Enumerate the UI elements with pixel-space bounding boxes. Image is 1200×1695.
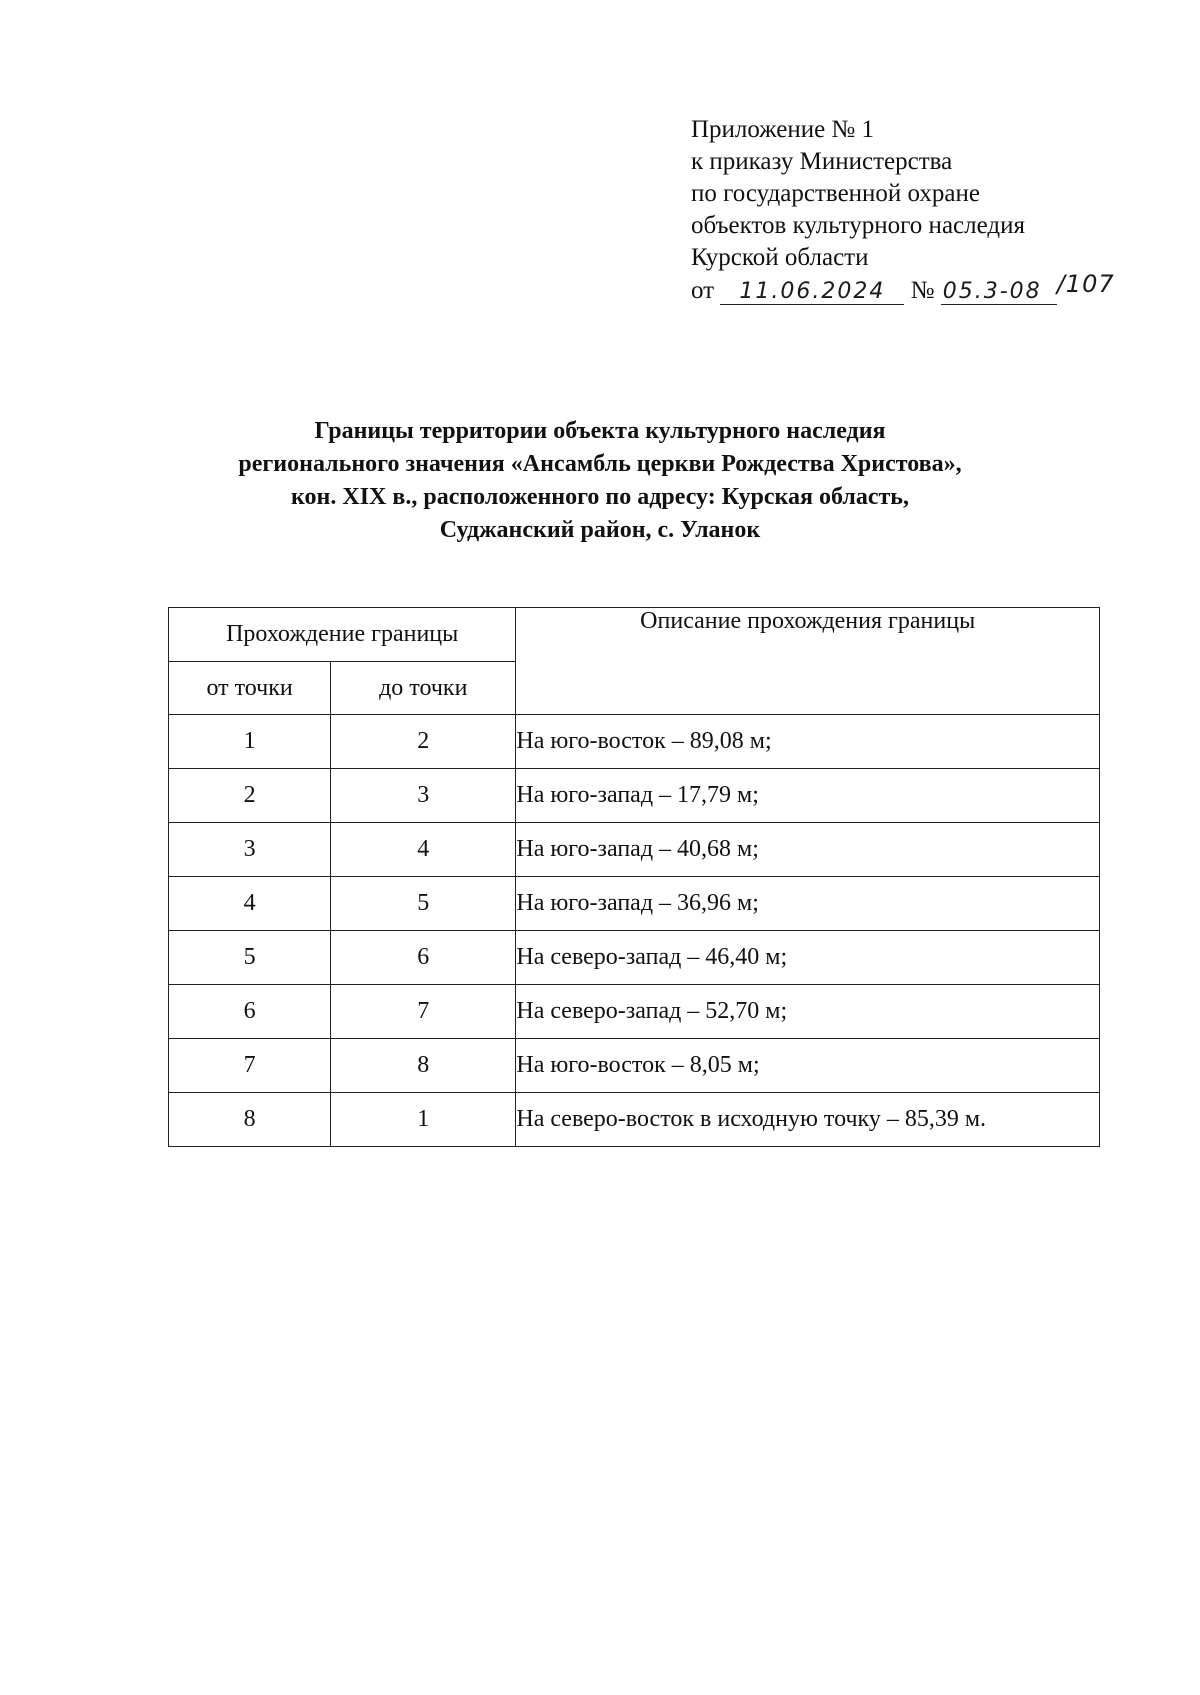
table-row [169, 877, 1100, 931]
document-title [150, 415, 1050, 547]
description-cell: На северо-запад – 52,70 м; [516, 985, 1100, 1039]
appendix-region-line: Курской области [691, 244, 869, 271]
title-line-3: кон. XIX в., расположенного по адресу: Курская область, [291, 484, 909, 510]
table-row [169, 823, 1100, 877]
appendix-heritage-line: объектов культурного наследия [691, 212, 1025, 239]
from-point-cell: 1 [169, 715, 331, 769]
handwritten-date: 11.06.2024 [720, 280, 904, 305]
boundary-table [168, 607, 1100, 1147]
to-point-cell: 7 [331, 985, 516, 1039]
title-line-4: Суджанский район, с. Уланок [439, 517, 761, 543]
from-point-cell: 5 [169, 931, 331, 985]
description-cell: На юго-запад – 40,68 м; [516, 823, 1100, 877]
to-point-cell: 8 [331, 1039, 516, 1093]
from-point-cell: 2 [169, 769, 331, 823]
table-header-row [169, 608, 1100, 662]
to-point-cell: 6 [331, 931, 516, 985]
title-line-1: Границы территории объекта культурного наследия [314, 418, 886, 444]
appendix-order-line: к приказу Министерства [691, 148, 953, 175]
from-point-cell: 8 [169, 1093, 331, 1147]
header-boundary-passage: Прохождение границы [169, 608, 516, 662]
header-from-point: от точки [169, 662, 331, 715]
description-cell: На северо-запад – 46,40 м; [516, 931, 1100, 985]
table-row [169, 1039, 1100, 1093]
handwritten-order-number-tail: /107 [1056, 270, 1115, 298]
to-point-cell: 2 [331, 715, 516, 769]
appendix-header [691, 114, 1161, 308]
header-to-point: до точки [331, 662, 516, 715]
description-cell: На юго-запад – 17,79 м; [516, 769, 1100, 823]
from-point-cell: 7 [169, 1039, 331, 1093]
from-point-cell: 4 [169, 877, 331, 931]
handwritten-order-number: 05.3-08 [941, 280, 1057, 305]
date-prefix: от [691, 277, 715, 304]
table-row [169, 931, 1100, 985]
table-row [169, 769, 1100, 823]
number-prefix: № [910, 277, 935, 304]
description-cell: На юго-восток – 89,08 м; [516, 715, 1100, 769]
to-point-cell: 5 [331, 877, 516, 931]
description-cell: На северо-восток в исходную точку – 85,39 м. [516, 1093, 1100, 1147]
title-line-2: регионального значения «Ансамбль церкви Рождества Христова», [238, 451, 962, 477]
appendix-number: Приложение № 1 [691, 116, 875, 143]
from-point-cell: 6 [169, 985, 331, 1039]
appendix-ministry-line: по государственной охране [691, 180, 981, 207]
table-row [169, 1093, 1100, 1147]
table-row [169, 715, 1100, 769]
to-point-cell: 4 [331, 823, 516, 877]
table-row [169, 985, 1100, 1039]
from-point-cell: 3 [169, 823, 331, 877]
to-point-cell: 3 [331, 769, 516, 823]
to-point-cell: 1 [331, 1093, 516, 1147]
description-cell: На юго-восток – 8,05 м; [516, 1039, 1100, 1093]
order-date-number-line [691, 270, 1161, 308]
header-boundary-description: Описание прохождения границы [516, 608, 1100, 715]
description-cell: На юго-запад – 36,96 м; [516, 877, 1100, 931]
